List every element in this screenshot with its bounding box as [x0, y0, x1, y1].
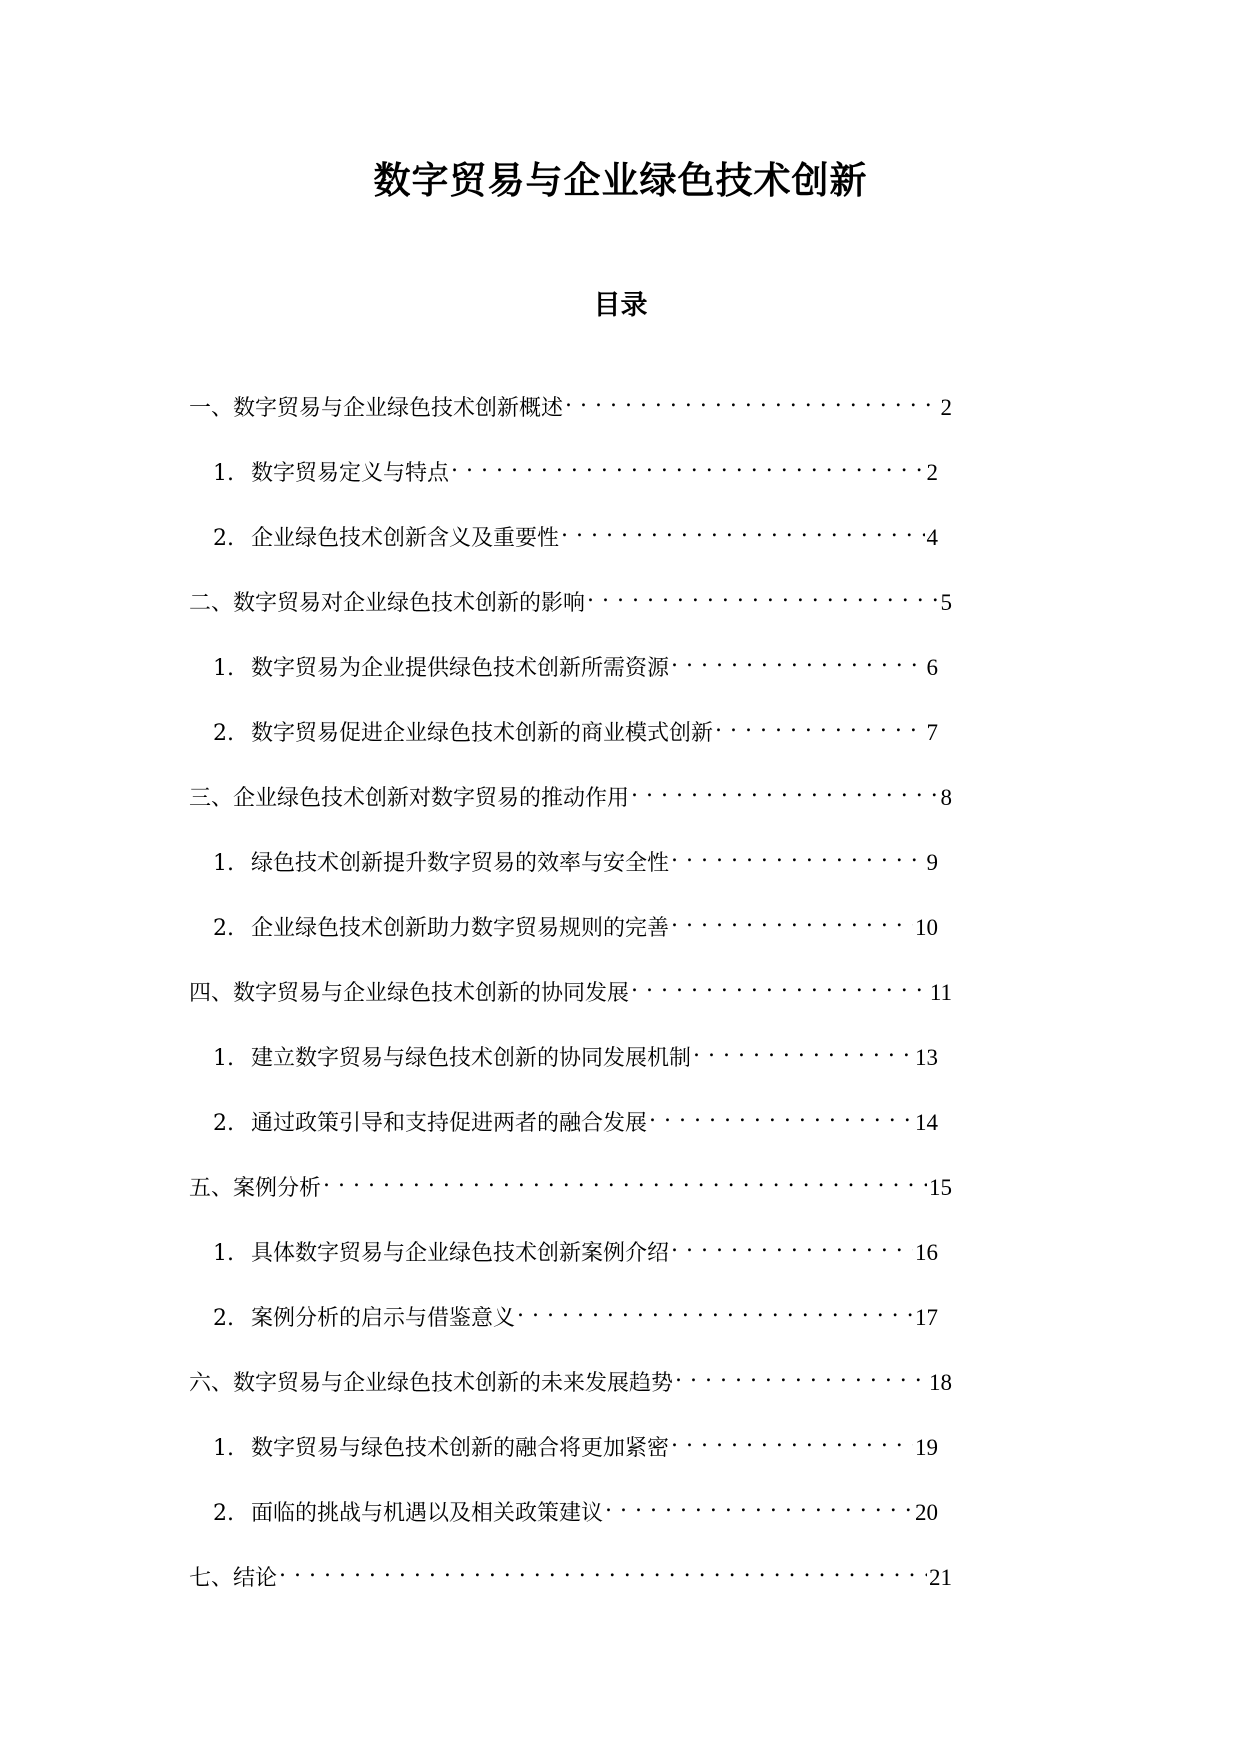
- toc-section-entry[interactable]: [189, 580, 952, 619]
- toc-section-entry[interactable]: [189, 775, 952, 814]
- toc-page-number: 10: [915, 915, 938, 940]
- toc-entry-number: 2.: [213, 526, 234, 551]
- toc-dot-leader: [671, 840, 924, 870]
- toc-subsection-entry[interactable]: [213, 515, 938, 554]
- toc-page-number: 20: [915, 1500, 938, 1525]
- toc-subsection-entry[interactable]: [213, 840, 938, 879]
- toc-entry-number: 1.: [213, 1241, 234, 1266]
- toc-page-number: 13: [915, 1045, 938, 1070]
- toc-entry-text: 企业绿色技术创新含义及重要性: [251, 526, 560, 551]
- toc-dot-leader: [451, 450, 924, 480]
- toc-subsection-entry[interactable]: [213, 645, 938, 684]
- toc-dot-leader: [671, 1230, 913, 1260]
- toc-page-number: 18: [929, 1370, 952, 1395]
- toc-page-number: 16: [915, 1240, 938, 1265]
- toc-entry-number: 1.: [213, 461, 234, 486]
- toc-section-entry[interactable]: [189, 970, 952, 1009]
- toc-entry-text: 一、数字贸易与企业绿色技术创新概述: [189, 396, 564, 421]
- toc-subsection-entry[interactable]: [213, 905, 938, 944]
- toc-page-number: 21: [929, 1565, 952, 1590]
- toc-dot-leader: [605, 1490, 913, 1520]
- toc-entry-text: 绿色技术创新提升数字贸易的效率与安全性: [251, 851, 670, 876]
- toc-section-entry[interactable]: [189, 1165, 952, 1204]
- toc-page-number: 4: [926, 525, 938, 550]
- toc-subsection-entry[interactable]: [213, 1100, 938, 1139]
- toc-entry-text: 案例分析的启示与借鉴意义: [251, 1306, 516, 1331]
- toc-dot-leader: [279, 1555, 927, 1585]
- toc-page-number: 2: [940, 395, 952, 420]
- toc-entry-text: 建立数字贸易与绿色技术创新的协同发展机制: [251, 1046, 692, 1071]
- toc-subsection-entry[interactable]: [213, 1490, 938, 1529]
- toc-dot-leader: [631, 775, 938, 805]
- toc-entry-text: 具体数字贸易与企业绿色技术创新案例介绍: [251, 1241, 670, 1266]
- toc-entry-number: 2.: [213, 721, 234, 746]
- document-title: 数字贸易与企业绿色技术创新: [373, 158, 868, 202]
- toc-section-entry[interactable]: [189, 1360, 952, 1399]
- toc-entry-number: 2.: [213, 916, 234, 941]
- toc-entry-text: 四、数字贸易与企业绿色技术创新的协同发展: [189, 981, 630, 1006]
- toc-entry-number: 1.: [213, 1046, 234, 1071]
- toc-subsection-entry[interactable]: [213, 450, 938, 489]
- toc-dot-leader: [517, 1295, 913, 1325]
- toc-entry-number: 2.: [213, 1306, 234, 1331]
- toc-dot-leader: [587, 580, 938, 610]
- toc-dot-leader: [671, 905, 913, 935]
- toc-entry-text: 数字贸易定义与特点: [251, 461, 450, 486]
- toc-dot-leader: [693, 1035, 913, 1065]
- toc-dot-leader: [631, 970, 928, 1000]
- toc-dot-leader: [649, 1100, 913, 1130]
- toc-entry-text: 七、结论: [189, 1566, 278, 1591]
- toc-entry-number: 1.: [213, 656, 234, 681]
- toc-entry-text: 企业绿色技术创新助力数字贸易规则的完善: [251, 916, 670, 941]
- toc-entry-number: 2.: [213, 1111, 234, 1136]
- toc-entry-text: 通过政策引导和支持促进两者的融合发展: [251, 1111, 648, 1136]
- toc-entry-text: 数字贸易与绿色技术创新的融合将更加紧密: [251, 1436, 670, 1461]
- toc-subsection-entry[interactable]: [213, 1295, 938, 1334]
- toc-entry-text: 数字贸易为企业提供绿色技术创新所需资源: [251, 656, 670, 681]
- toc-dot-leader: [671, 1425, 913, 1455]
- toc-heading: 目录: [593, 290, 648, 321]
- toc-page-number: 7: [926, 720, 938, 745]
- toc-entry-text: 二、数字贸易对企业绿色技术创新的影响: [189, 591, 586, 616]
- toc-section-entry[interactable]: [189, 385, 952, 424]
- toc-entry-number: 2.: [213, 1501, 234, 1526]
- toc-page-number: 2: [926, 460, 938, 485]
- toc-dot-leader: [561, 515, 924, 545]
- toc-entry-text: 三、企业绿色技术创新对数字贸易的推动作用: [189, 786, 630, 811]
- toc-dot-leader: [715, 710, 924, 740]
- toc-page-number: 17: [915, 1305, 938, 1330]
- toc-page-number: 11: [929, 980, 952, 1005]
- toc-page-number: 5: [940, 590, 952, 615]
- toc-page-number: 9: [926, 850, 938, 875]
- toc-page-number: 14: [915, 1110, 938, 1135]
- toc-dot-leader: [675, 1360, 927, 1390]
- toc-subsection-entry[interactable]: [213, 710, 938, 749]
- toc-dot-leader: [671, 645, 924, 675]
- toc-entry-text: 六、数字贸易与企业绿色技术创新的未来发展趋势: [189, 1371, 674, 1396]
- toc-entry-text: 五、案例分析: [189, 1176, 322, 1201]
- toc-subsection-entry[interactable]: [213, 1035, 938, 1074]
- toc-subsection-entry[interactable]: [213, 1425, 938, 1464]
- toc-page-number: 6: [926, 655, 938, 680]
- toc-dot-leader: [323, 1165, 927, 1195]
- toc-dot-leader: [565, 385, 938, 415]
- toc-entry-text: 数字贸易促进企业绿色技术创新的商业模式创新: [251, 721, 714, 746]
- toc-entry-number: 1.: [213, 851, 234, 876]
- toc-page-number: 19: [915, 1435, 938, 1460]
- toc-entry-number: 1.: [213, 1436, 234, 1461]
- toc-page-number: 15: [929, 1175, 952, 1200]
- toc-page-number: 8: [940, 785, 952, 810]
- toc-entry-text: 面临的挑战与机遇以及相关政策建议: [251, 1501, 604, 1526]
- toc-section-entry[interactable]: [189, 1555, 952, 1594]
- toc-subsection-entry[interactable]: [213, 1230, 938, 1269]
